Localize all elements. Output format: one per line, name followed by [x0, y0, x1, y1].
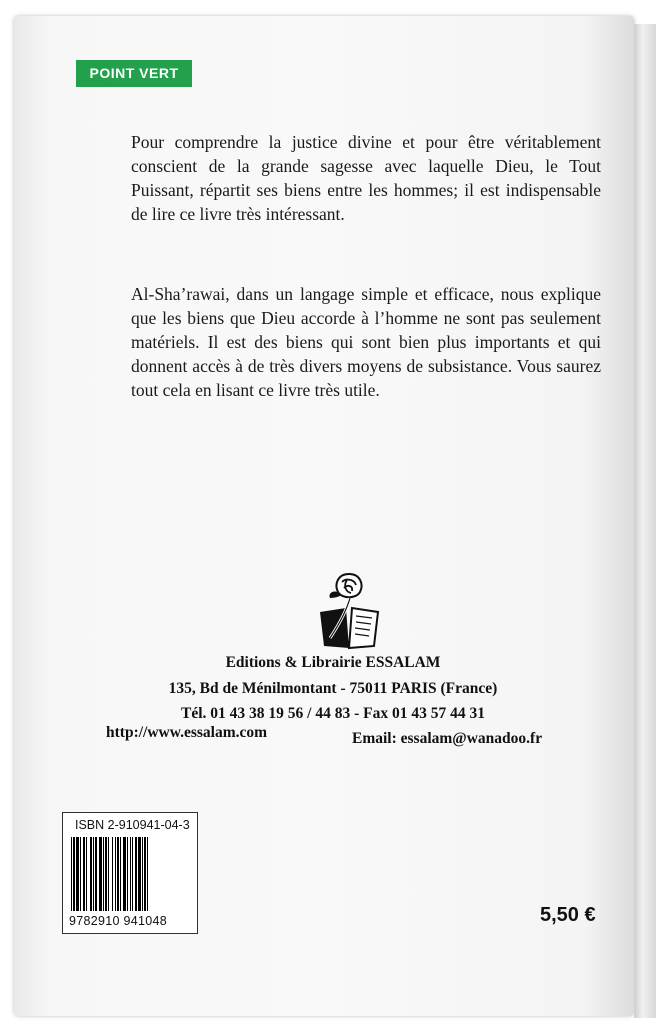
barcode-bar: [103, 837, 104, 911]
publisher-email: Email: essalam@wanadoo.fr: [352, 730, 543, 747]
book-page-edge: [634, 24, 656, 1018]
price-label: 5,50 €: [540, 904, 596, 926]
barcode-bar: [123, 837, 126, 911]
barcode-bar: [112, 837, 113, 911]
publisher-name: Editions & Librairie ESSALAM: [225, 654, 441, 671]
barcode-bar: [71, 837, 72, 911]
description-paragraph-1: Pour comprendre la justice divine et pour être véritablement conscient de la grande sagesse avec laquelle Dieu, le Tout Puissant, répartit ses biens entre les hommes; il est indispensable de lire ce livre très intéressant.: [131, 132, 601, 224]
barcode-bar: [105, 837, 107, 911]
publisher-website: http://www.essalam.com: [106, 724, 268, 741]
publisher-address: 135, Bd de Ménilmontant - 75011 PARIS (France): [168, 680, 498, 697]
barcode-bar: [99, 837, 102, 911]
barcode-bar: [83, 837, 85, 911]
description-paragraph-2: Al-Sha’rawai, dans un langage simple et efficace, nous explique que les biens que Dieu accorde à l’homme ne sont pas seulement matériels. Il est des biens qui sont bien plus importants et qui donnent accès à de très divers moyens de subsistance. Vous saurez tout cela en lisant ce livre très utile.: [131, 284, 601, 400]
barcode-bar: [95, 837, 97, 911]
barcode-bar: [93, 837, 94, 911]
barcode-bar: [144, 837, 146, 911]
barcode-bar: [76, 837, 79, 911]
barcode-bar: [138, 837, 141, 911]
point-vert-badge: POINT VERT: [76, 60, 192, 87]
barcode-bar: [73, 837, 75, 911]
barcode-icon: [69, 837, 191, 911]
barcode-bar: [142, 837, 143, 911]
barcode-bar: [130, 837, 131, 911]
barcode-bar: [90, 837, 92, 911]
barcode-bar: [127, 837, 128, 911]
barcode-bar: [115, 837, 116, 911]
barcode-bar: [86, 837, 87, 911]
barcode-bar: [117, 837, 119, 911]
isbn-number: ISBN 2-910941-04-3: [75, 818, 190, 832]
ean-number: 9782910 941048: [69, 914, 168, 928]
barcode-bar: [135, 837, 137, 911]
barcode-label: [62, 812, 198, 934]
barcode-bar: [120, 837, 121, 911]
barcode-bar: [132, 837, 133, 911]
barcode-bar: [108, 837, 109, 911]
rose-book-logo-icon: [316, 568, 382, 650]
barcode-bar: [147, 837, 148, 911]
barcode-bar: [80, 837, 81, 911]
publisher-phone-fax: Tél. 01 43 38 19 56 / 44 83 - Fax 01 43 57 44 31: [181, 705, 485, 722]
